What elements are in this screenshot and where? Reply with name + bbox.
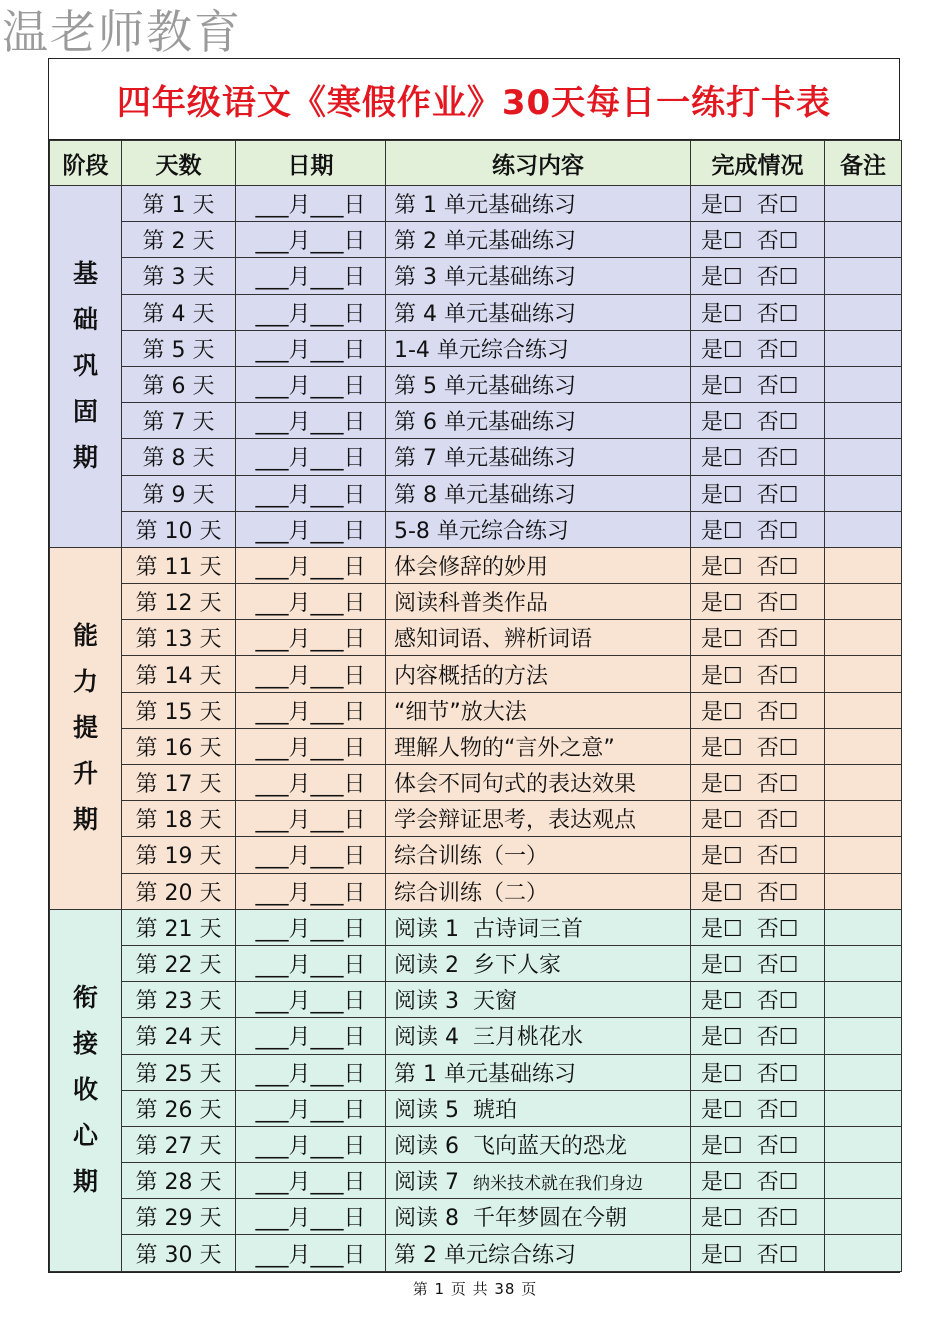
content-text: 第 5 单元基础练习	[394, 374, 576, 400]
completion-checkbox-group[interactable]: 是☐ 否☐	[691, 186, 825, 222]
table-row	[50, 1090, 902, 1126]
content-cell	[386, 945, 691, 981]
completion-checkbox-group[interactable]: 是☐ 否☐	[691, 728, 825, 764]
completion-checkbox-group[interactable]: 是☐ 否☐	[691, 1163, 825, 1199]
content-cell	[386, 222, 691, 258]
date-field[interactable]: ___月___日	[236, 728, 386, 764]
date-field[interactable]: ___月___日	[236, 982, 386, 1018]
completion-checkbox-group[interactable]: 是☐ 否☐	[691, 692, 825, 728]
notes-cell[interactable]	[825, 873, 902, 909]
content-text: 第 1 单元基础练习	[394, 1061, 576, 1087]
date-field[interactable]: ___月___日	[236, 620, 386, 656]
completion-checkbox-group[interactable]: 是☐ 否☐	[691, 1126, 825, 1162]
content-cell	[386, 439, 691, 475]
notes-cell[interactable]	[825, 475, 902, 511]
content-text: 第 6 单元基础练习	[394, 410, 576, 436]
notes-cell[interactable]	[825, 547, 902, 583]
content-subtext: 纳米技术就在我们身边	[472, 1174, 643, 1195]
day-cell: 第 15 天	[122, 692, 236, 728]
stage-char: 固	[72, 397, 98, 427]
table-row	[50, 186, 902, 222]
completion-checkbox-group[interactable]: 是☐ 否☐	[691, 366, 825, 402]
completion-checkbox-group[interactable]: 是☐ 否☐	[691, 511, 825, 547]
content-text: 5-8 单元综合练习	[394, 518, 569, 544]
completion-checkbox-group[interactable]: 是☐ 否☐	[691, 945, 825, 981]
stage-label	[50, 186, 122, 548]
notes-cell[interactable]	[825, 1090, 902, 1126]
table-row	[50, 728, 902, 764]
table-row	[50, 982, 902, 1018]
day-cell: 第 17 天	[122, 765, 236, 801]
page-title: 四年级语文《寒假作业》30天每日一练打卡表	[49, 59, 899, 140]
day-cell: 第 14 天	[122, 656, 236, 692]
day-cell: 第 13 天	[122, 620, 236, 656]
header-days: 天数	[122, 141, 236, 186]
day-cell: 第 26 天	[122, 1090, 236, 1126]
content-text: 第 4 单元基础练习	[394, 301, 576, 327]
date-field[interactable]: ___月___日	[236, 1018, 386, 1054]
table-body	[50, 186, 902, 1272]
content-text: 理解人物的“言外之意”	[394, 735, 615, 761]
completion-checkbox-group[interactable]: 是☐ 否☐	[691, 403, 825, 439]
table-row	[50, 511, 902, 547]
day-cell: 第 19 天	[122, 837, 236, 873]
completion-checkbox-group[interactable]: 是☐ 否☐	[691, 258, 825, 294]
completion-checkbox-group[interactable]: 是☐ 否☐	[691, 547, 825, 583]
stage-char: 接	[72, 1029, 98, 1059]
content-cell	[386, 1163, 691, 1199]
table-row	[50, 1126, 902, 1162]
day-cell: 第 28 天	[122, 1163, 236, 1199]
table-row	[50, 1199, 902, 1235]
content-cell	[386, 330, 691, 366]
date-field[interactable]: ___月___日	[236, 330, 386, 366]
header-status: 完成情况	[691, 141, 825, 186]
table-row	[50, 547, 902, 583]
notes-cell[interactable]	[825, 909, 902, 945]
day-cell: 第 29 天	[122, 1199, 236, 1235]
notes-cell[interactable]	[825, 1054, 902, 1090]
stage-label	[50, 909, 122, 1271]
notes-cell[interactable]	[825, 222, 902, 258]
date-field[interactable]: ___月___日	[236, 186, 386, 222]
content-cell	[386, 656, 691, 692]
notes-cell[interactable]	[825, 403, 902, 439]
date-field[interactable]: ___月___日	[236, 837, 386, 873]
page-footer: 第 1 页 共 38 页	[412, 1280, 538, 1298]
table-row	[50, 909, 902, 945]
day-cell: 第 5 天	[122, 330, 236, 366]
content-cell	[386, 1018, 691, 1054]
content-cell	[386, 294, 691, 330]
content-text: 综合训练（二）	[394, 880, 549, 906]
content-cell	[386, 982, 691, 1018]
notes-cell[interactable]	[825, 1163, 902, 1199]
date-field[interactable]: ___月___日	[236, 801, 386, 837]
content-text: 综合训练（一）	[394, 844, 549, 870]
completion-checkbox-group[interactable]: 是☐ 否☐	[691, 982, 825, 1018]
content-text: 1-4 单元综合练习	[394, 337, 569, 363]
date-field[interactable]: ___月___日	[236, 403, 386, 439]
day-cell: 第 24 天	[122, 1018, 236, 1054]
header-stage: 阶段	[50, 141, 122, 186]
stage-char: 心	[72, 1121, 98, 1151]
content-cell	[386, 765, 691, 801]
day-cell: 第 30 天	[122, 1235, 236, 1271]
content-cell	[386, 1199, 691, 1235]
day-cell: 第 27 天	[122, 1126, 236, 1162]
header-content: 练习内容	[386, 141, 691, 186]
day-cell: 第 21 天	[122, 909, 236, 945]
day-cell: 第 6 天	[122, 366, 236, 402]
day-cell: 第 25 天	[122, 1054, 236, 1090]
table-row	[50, 692, 902, 728]
day-cell: 第 7 天	[122, 403, 236, 439]
content-cell	[386, 403, 691, 439]
content-cell	[386, 801, 691, 837]
stage-char: 期	[72, 805, 98, 835]
content-cell	[386, 620, 691, 656]
notes-cell[interactable]	[825, 945, 902, 981]
content-cell	[386, 475, 691, 511]
notes-cell[interactable]	[825, 1235, 902, 1271]
content-text: “细节”放大法	[394, 699, 527, 725]
checkin-table	[49, 140, 902, 1272]
notes-cell[interactable]	[825, 1018, 902, 1054]
date-field[interactable]: ___月___日	[236, 1090, 386, 1126]
completion-checkbox-group[interactable]: 是☐ 否☐	[691, 439, 825, 475]
date-field[interactable]: ___月___日	[236, 294, 386, 330]
completion-checkbox-group[interactable]: 是☐ 否☐	[691, 330, 825, 366]
content-cell	[386, 1126, 691, 1162]
content-cell	[386, 258, 691, 294]
table-row	[50, 1018, 902, 1054]
day-cell: 第 22 天	[122, 945, 236, 981]
content-text: 第 3 单元基础练习	[394, 265, 576, 291]
content-cell	[386, 1235, 691, 1271]
content-text: 阅读 1 古诗词三首	[394, 916, 583, 942]
table-row	[50, 330, 902, 366]
notes-cell[interactable]	[825, 982, 902, 1018]
date-field[interactable]: ___月___日	[236, 547, 386, 583]
stage-char: 收	[72, 1075, 98, 1105]
notes-cell[interactable]	[825, 620, 902, 656]
stage-char: 基	[72, 259, 98, 289]
date-field[interactable]: ___月___日	[236, 475, 386, 511]
day-cell: 第 20 天	[122, 873, 236, 909]
date-field[interactable]: ___月___日	[236, 584, 386, 620]
content-text: 学会辩证思考，表达观点	[394, 808, 637, 834]
notes-cell[interactable]	[825, 1199, 902, 1235]
notes-cell[interactable]	[825, 837, 902, 873]
content-text: 阅读 4 三月桃花水	[394, 1025, 583, 1051]
table-row	[50, 837, 902, 873]
content-text: 第 7 单元基础练习	[394, 446, 576, 472]
date-field[interactable]: ___月___日	[236, 765, 386, 801]
notes-cell[interactable]	[825, 1126, 902, 1162]
day-cell: 第 9 天	[122, 475, 236, 511]
completion-checkbox-group[interactable]: 是☐ 否☐	[691, 656, 825, 692]
stage-char: 衔	[72, 983, 98, 1013]
content-text: 内容概括的方法	[394, 663, 549, 689]
content-text: 阅读 8 千年梦圆在今朝	[394, 1206, 627, 1232]
date-field[interactable]: ___月___日	[236, 258, 386, 294]
day-cell: 第 16 天	[122, 728, 236, 764]
date-field[interactable]: ___月___日	[236, 945, 386, 981]
date-field[interactable]: ___月___日	[236, 692, 386, 728]
completion-checkbox-group[interactable]: 是☐ 否☐	[691, 1235, 825, 1271]
notes-cell[interactable]	[825, 511, 902, 547]
table-row	[50, 1235, 902, 1271]
notes-cell[interactable]	[825, 258, 902, 294]
completion-checkbox-group[interactable]: 是☐ 否☐	[691, 1199, 825, 1235]
content-text: 阅读 6 飞向蓝天的恐龙	[394, 1133, 627, 1159]
date-field[interactable]: ___月___日	[236, 1054, 386, 1090]
content-text: 第 2 单元综合练习	[394, 1242, 576, 1268]
content-cell	[386, 511, 691, 547]
table-row	[50, 873, 902, 909]
day-cell: 第 18 天	[122, 801, 236, 837]
table-row	[50, 1163, 902, 1199]
stage-char: 础	[72, 305, 98, 335]
notes-cell[interactable]	[825, 186, 902, 222]
stage-char: 巩	[72, 351, 98, 381]
notes-cell[interactable]	[825, 656, 902, 692]
content-cell	[386, 366, 691, 402]
completion-checkbox-group[interactable]: 是☐ 否☐	[691, 1018, 825, 1054]
day-cell: 第 11 天	[122, 547, 236, 583]
table-row	[50, 475, 902, 511]
completion-checkbox-group[interactable]: 是☐ 否☐	[691, 620, 825, 656]
table-row	[50, 656, 902, 692]
day-cell: 第 2 天	[122, 222, 236, 258]
day-cell: 第 4 天	[122, 294, 236, 330]
content-cell	[386, 547, 691, 583]
notes-cell[interactable]	[825, 801, 902, 837]
day-cell: 第 23 天	[122, 982, 236, 1018]
table-row	[50, 765, 902, 801]
day-cell: 第 8 天	[122, 439, 236, 475]
table-row	[50, 439, 902, 475]
completion-checkbox-group[interactable]: 是☐ 否☐	[691, 765, 825, 801]
content-text: 第 1 单元基础练习	[394, 193, 576, 219]
date-field[interactable]: ___月___日	[236, 1126, 386, 1162]
table-row	[50, 366, 902, 402]
stage-char: 力	[72, 667, 98, 697]
checkin-sheet	[48, 58, 900, 1273]
date-field[interactable]: ___月___日	[236, 1235, 386, 1271]
content-cell	[386, 186, 691, 222]
content-cell	[386, 909, 691, 945]
table-row	[50, 294, 902, 330]
content-cell	[386, 692, 691, 728]
content-text: 阅读科普类作品	[394, 591, 549, 617]
content-text: 第 2 单元基础练习	[394, 229, 576, 255]
notes-cell[interactable]	[825, 692, 902, 728]
content-text: 阅读 2 乡下人家	[394, 953, 561, 979]
header-notes: 备注	[825, 141, 902, 186]
table-row	[50, 584, 902, 620]
table-row	[50, 258, 902, 294]
table-row	[50, 945, 902, 981]
content-cell	[386, 584, 691, 620]
content-cell	[386, 873, 691, 909]
notes-cell[interactable]	[825, 294, 902, 330]
completion-checkbox-group[interactable]: 是☐ 否☐	[691, 294, 825, 330]
completion-checkbox-group[interactable]: 是☐ 否☐	[691, 873, 825, 909]
stage-char: 能	[72, 621, 98, 651]
completion-checkbox-group[interactable]: 是☐ 否☐	[691, 475, 825, 511]
day-cell: 第 3 天	[122, 258, 236, 294]
completion-checkbox-group[interactable]: 是☐ 否☐	[691, 222, 825, 258]
date-field[interactable]: ___月___日	[236, 366, 386, 402]
stage-char: 期	[72, 1167, 98, 1197]
notes-cell[interactable]	[825, 439, 902, 475]
day-cell: 第 1 天	[122, 186, 236, 222]
stage-char: 提	[72, 713, 98, 743]
date-field[interactable]: ___月___日	[236, 1163, 386, 1199]
date-field[interactable]: ___月___日	[236, 909, 386, 945]
content-text: 阅读 7	[394, 1170, 473, 1196]
table-row	[50, 801, 902, 837]
date-field[interactable]: ___月___日	[236, 1199, 386, 1235]
day-cell: 第 10 天	[122, 511, 236, 547]
stage-char: 期	[72, 443, 98, 473]
watermark-text: 温老师教育	[2, 5, 242, 59]
date-field[interactable]: ___月___日	[236, 439, 386, 475]
content-text: 第 8 单元基础练习	[394, 482, 576, 508]
content-text: 感知词语、辨析词语	[394, 627, 593, 653]
notes-cell[interactable]	[825, 728, 902, 764]
date-field[interactable]: ___月___日	[236, 656, 386, 692]
content-cell	[386, 1090, 691, 1126]
content-text: 体会修辞的妙用	[394, 554, 549, 580]
completion-checkbox-group[interactable]: 是☐ 否☐	[691, 584, 825, 620]
notes-cell[interactable]	[825, 584, 902, 620]
completion-checkbox-group[interactable]: 是☐ 否☐	[691, 909, 825, 945]
content-text: 阅读 3 天窗	[394, 989, 517, 1015]
date-field[interactable]: ___月___日	[236, 873, 386, 909]
completion-checkbox-group[interactable]: 是☐ 否☐	[691, 837, 825, 873]
notes-cell[interactable]	[825, 366, 902, 402]
header-row	[50, 141, 902, 186]
table-row	[50, 222, 902, 258]
notes-cell[interactable]	[825, 765, 902, 801]
content-text: 体会不同句式的表达效果	[394, 772, 637, 798]
table-row	[50, 620, 902, 656]
stage-label	[50, 547, 122, 909]
date-field[interactable]: ___月___日	[236, 222, 386, 258]
completion-checkbox-group[interactable]: 是☐ 否☐	[691, 1054, 825, 1090]
stage-char: 升	[72, 759, 98, 789]
content-cell	[386, 1054, 691, 1090]
table-row	[50, 403, 902, 439]
table-row	[50, 1054, 902, 1090]
content-text: 阅读 5 琥珀	[394, 1097, 517, 1123]
completion-checkbox-group[interactable]: 是☐ 否☐	[691, 801, 825, 837]
day-cell: 第 12 天	[122, 584, 236, 620]
notes-cell[interactable]	[825, 330, 902, 366]
header-date: 日期	[236, 141, 386, 186]
content-cell	[386, 728, 691, 764]
date-field[interactable]: ___月___日	[236, 511, 386, 547]
content-cell	[386, 837, 691, 873]
completion-checkbox-group[interactable]: 是☐ 否☐	[691, 1090, 825, 1126]
